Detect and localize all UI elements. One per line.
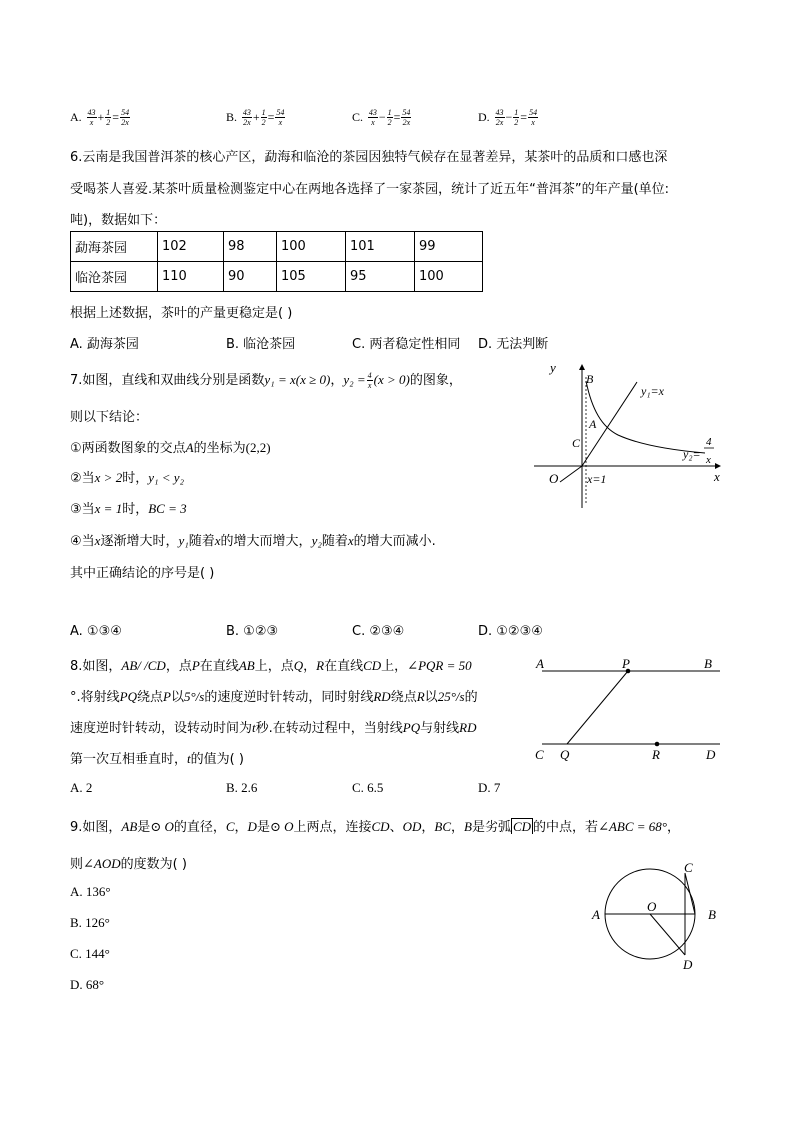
label-b: B [708, 907, 716, 922]
label-line-y1: y₁=x [641, 384, 664, 398]
operator: + [97, 110, 105, 124]
q8-stem-line3 [70, 717, 476, 736]
equals-sign: = [267, 110, 275, 124]
label-curve-y2: y₂= [683, 447, 701, 461]
text: 的度数为( ) [120, 857, 187, 872]
denominator: 2 [261, 118, 266, 127]
segment-pq [567, 671, 628, 744]
text: 是 [256, 820, 270, 835]
math: R [316, 658, 325, 673]
math: 25°/s [437, 689, 465, 704]
text: 8.如图， [70, 659, 122, 674]
fraction [275, 108, 285, 127]
q8-stem-line4 [70, 748, 244, 767]
numerator: 54 [529, 108, 538, 117]
table-cell: 勐海茶园 [71, 232, 158, 262]
q7-option-a: A. ①③④ [70, 624, 122, 639]
option-letter: A. [70, 110, 82, 124]
numerator: 54 [121, 108, 130, 117]
denominator: 2 [514, 118, 519, 127]
operator: + [252, 110, 260, 124]
table-row [71, 262, 483, 292]
text: 秒.在转动过程中，当射线 [255, 721, 403, 736]
table-cell: 101 [346, 232, 415, 262]
numerator: 43 [87, 108, 96, 117]
option-letter: D. [478, 110, 490, 124]
q6-option-a: A. 勐海茶园 [70, 337, 139, 352]
denominator: x [89, 118, 94, 127]
text: °.将射线 [70, 690, 120, 705]
numerator: 54 [402, 108, 411, 117]
math: AB/ /CD [121, 658, 166, 673]
q6-option-b: B. 临沧茶园 [226, 337, 296, 352]
math: y₁ < y₂ [148, 470, 185, 485]
q7-stem-line2: 则以下结论： [70, 410, 149, 425]
fraction [367, 371, 373, 390]
table-cell: 102 [158, 232, 224, 262]
q7-graph-figure [520, 355, 730, 515]
table-cell: 98 [224, 232, 277, 262]
text: 、 [389, 820, 403, 835]
q6-option-c: C. 两者稳定性相同 [352, 337, 461, 352]
math: P [191, 658, 200, 673]
table-cell: 95 [346, 262, 415, 292]
math: x = 1 [94, 501, 123, 516]
math: AB [238, 658, 255, 673]
math: A [185, 440, 194, 455]
q5-option-d [478, 108, 539, 127]
text: ， [666, 820, 680, 835]
q8-option-c: C. 6.5 [352, 780, 384, 795]
q5-option-c [352, 108, 412, 127]
fraction [528, 108, 538, 127]
q7-conclusion-2 [70, 467, 184, 486]
q5-option-a [70, 108, 131, 127]
text: 随着 [321, 534, 348, 549]
math: (x > 0) [373, 372, 410, 387]
table-cell: 100 [415, 262, 483, 292]
q8-option-d: D. 7 [478, 780, 501, 795]
fraction [261, 108, 267, 127]
text: 上，点 [254, 659, 294, 674]
q9-option-d: D. 68° [70, 977, 105, 992]
arc-cd: CD [512, 819, 532, 834]
option-letter: C. [352, 110, 364, 124]
math: BC = 3 [148, 501, 187, 516]
math: x [214, 533, 221, 548]
text: 以 [170, 690, 184, 705]
q6-data-table [70, 231, 483, 292]
text: ，点 [165, 659, 192, 674]
text: 的增大而减小. [353, 534, 436, 549]
text: ③当 [70, 502, 95, 517]
label-o: O [647, 899, 657, 914]
segment-bc [685, 873, 695, 914]
math: x [347, 533, 354, 548]
q6-stem-line1: 6.云南是我国普洱茶的核心产区，勐海和临沧的茶园因独特气候存在显著差异，某茶叶的品质和口感也深 [70, 150, 668, 165]
text: 的增大而增大， [220, 534, 312, 549]
label-p: P [622, 656, 630, 671]
text: 第一次互相垂直时， [70, 752, 188, 767]
label-a: A [536, 656, 544, 671]
label-x-equals-1: x=1 [587, 472, 607, 486]
math: PQ [119, 689, 137, 704]
label-curve-den: x [706, 454, 711, 466]
q6-stem-line2: 受喝茶人喜爱.某茶叶质量检测鉴定中心在两地各选择了一家茶园，统计了近五年“普洱茶”的年产量(单位: [70, 182, 670, 197]
fraction [513, 108, 519, 127]
math: B [464, 819, 472, 834]
text: 的值为( ) [190, 752, 244, 767]
label-a: A [589, 417, 597, 431]
fraction [242, 108, 252, 127]
denominator: x [367, 381, 372, 390]
label-c: C [535, 747, 544, 762]
label-curve-num: 4 [706, 436, 712, 448]
numerator: 43 [495, 108, 504, 117]
numerator: 43 [242, 108, 251, 117]
math: RD [373, 689, 391, 704]
label-o: O [549, 471, 559, 486]
text: 绕点 [390, 690, 417, 705]
q8-stem-line2 [70, 686, 478, 705]
math: R [416, 689, 425, 704]
math: OD [402, 819, 422, 834]
math: ⊙ O [269, 819, 294, 834]
denominator: x [531, 118, 535, 127]
table-cell: 90 [224, 262, 277, 292]
numerator: 54 [276, 108, 285, 117]
fraction [105, 108, 111, 127]
operator: − [505, 110, 513, 124]
text: 的坐标为(2,2) [193, 440, 271, 455]
label-b: B [586, 372, 594, 386]
q7-option-b: B. ①②③ [226, 624, 279, 639]
point-r [655, 742, 660, 747]
math: ∠ABC = 68° [598, 819, 667, 834]
label-d: D [683, 957, 693, 972]
text: 的速度逆时针转动，同时射线 [204, 690, 374, 705]
fraction [368, 108, 378, 127]
text: 逐渐增大时， [100, 534, 179, 549]
fraction [87, 108, 97, 127]
q9-option-c: C. 144° [70, 946, 110, 961]
math: t [252, 720, 256, 735]
text: 的图象， [409, 373, 462, 388]
denominator: 2x [402, 118, 411, 127]
math: y₂ [311, 533, 322, 548]
text: 是劣弧 [471, 820, 511, 835]
label-x: x [714, 469, 720, 484]
math: x [94, 533, 101, 548]
math: y₂ = [343, 372, 366, 387]
q9-stem-line1 [70, 816, 680, 835]
q8-parallel-lines-figure [530, 652, 725, 767]
operator: − [378, 110, 386, 124]
math: t [187, 751, 191, 766]
q9-circle-figure [585, 855, 725, 975]
label-c: C [684, 860, 693, 875]
numerator: 1 [387, 108, 392, 117]
text: 的直径， [173, 820, 226, 835]
table-cell: 100 [277, 232, 346, 262]
label-r: R [652, 747, 660, 762]
denominator: 2 [106, 118, 111, 127]
math: P [163, 689, 171, 704]
table-cell: 99 [415, 232, 483, 262]
q6-stem-line3: 吨)，数据如下： [70, 213, 167, 228]
text: 与射线 [420, 721, 460, 736]
text: 9.如图， [70, 820, 122, 835]
text: 时， [122, 471, 149, 486]
q9-stem-line2 [70, 853, 187, 872]
math: ∠AOD [83, 856, 121, 871]
q7-stem-line1 [70, 369, 462, 390]
text: ， [234, 820, 248, 835]
q7-conclusion-4 [70, 530, 436, 549]
q5-option-b [226, 108, 286, 127]
text: 绕点 [136, 690, 163, 705]
denominator: 2x [243, 118, 251, 127]
text: 上两点，连接 [293, 820, 372, 835]
text: ， [421, 820, 435, 835]
math: C [225, 819, 235, 834]
q7-conclusion-3 [70, 498, 187, 517]
text: 在直线 [324, 659, 364, 674]
q7-option-c: C. ②③④ [352, 624, 405, 639]
text: 是 [137, 820, 151, 835]
text: ， [303, 659, 317, 674]
equals-sign: = [520, 110, 528, 124]
math: ⊙ O [150, 819, 174, 834]
text: 的 [464, 690, 478, 705]
denominator: x [371, 118, 375, 127]
numerator: 43 [368, 108, 377, 117]
text: 的中点，若 [533, 820, 599, 835]
text: 速度逆时针转动，设转动时间为 [70, 721, 253, 736]
text: ， [330, 373, 344, 388]
text: 以 [424, 690, 438, 705]
label-q: Q [560, 747, 570, 762]
numerator: 1 [106, 108, 111, 117]
numerator: 4 [367, 371, 372, 380]
math: ∠PQR = 50 [407, 658, 472, 673]
math: CD [371, 819, 390, 834]
math: AB [121, 819, 138, 834]
denominator: 2x [495, 118, 504, 127]
text: ①两函数图象的交点 [70, 441, 186, 456]
math: Q [293, 658, 304, 673]
math: 5°/s [183, 689, 205, 704]
fraction [401, 108, 411, 127]
option-letter: B. [226, 110, 238, 124]
equals-sign: = [393, 110, 401, 124]
text: 时， [122, 502, 149, 517]
label-d: D [706, 747, 716, 762]
text: 则 [70, 857, 84, 872]
math: RD [459, 720, 477, 735]
fraction [495, 108, 505, 127]
denominator: 2x [121, 118, 129, 127]
fraction [120, 108, 130, 127]
math: BC [434, 819, 451, 834]
denominator: x [278, 118, 283, 127]
text: 7.如图，直线和双曲线分别是函数 [70, 373, 265, 388]
numerator: 1 [261, 108, 266, 117]
table-row [71, 232, 483, 262]
line-y1-extension [560, 466, 582, 482]
text: 在直线 [199, 659, 239, 674]
q7-question: 其中正确结论的序号是( ) [70, 566, 215, 581]
label-c: C [572, 436, 581, 450]
segment-od [650, 914, 685, 955]
table-cell: 110 [158, 262, 224, 292]
math: PQ [402, 720, 421, 735]
q7-conclusion-1 [70, 437, 271, 456]
q6-option-d: D. 无法判断 [478, 337, 549, 352]
q9-option-b: B. 126° [70, 915, 110, 930]
label-b: B [704, 656, 712, 671]
q9-option-a: A. 136° [70, 884, 111, 899]
numerator: 1 [514, 108, 519, 117]
text: ， [451, 820, 465, 835]
table-cell: 105 [277, 262, 346, 292]
q8-stem-line1 [70, 655, 472, 674]
text: 随着 [188, 534, 215, 549]
q6-question: 根据上述数据，茶叶的产量更稳定是( ) [70, 306, 293, 321]
text: 上， [381, 659, 408, 674]
q8-option-b: B. 2.6 [226, 780, 258, 795]
table-cell: 临沧茶园 [71, 262, 158, 292]
math: D [247, 819, 257, 834]
q7-option-d: D. ①②③④ [478, 624, 543, 639]
label-a: A [592, 907, 600, 922]
denominator: 2 [387, 118, 392, 127]
text: ④当 [70, 534, 95, 549]
fraction [387, 108, 393, 127]
math: x > 2 [94, 470, 123, 485]
math: y₁ [178, 533, 189, 548]
q8-option-a: A. 2 [70, 780, 93, 795]
math: y₁ = x(x ≥ 0) [264, 372, 331, 387]
label-y: y [550, 360, 556, 375]
math: CD [363, 658, 382, 673]
text: ②当 [70, 471, 95, 486]
equals-sign: = [112, 110, 120, 124]
